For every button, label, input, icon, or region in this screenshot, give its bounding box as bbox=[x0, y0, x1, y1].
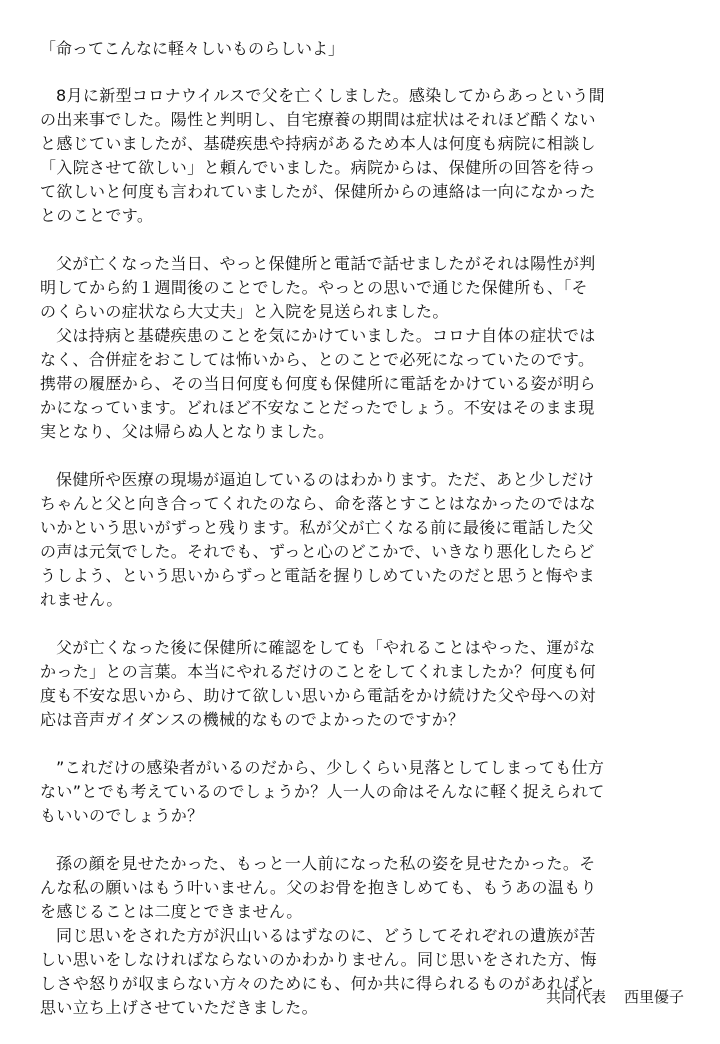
text-line: 孫の顔を見せたかった、もっと一人前になった私の姿を見せたかった。そ bbox=[56, 854, 596, 873]
text-line: しさや怒りが収まらない方々のためにも、何か共に得られるものがあればと bbox=[40, 974, 596, 993]
text-line: のくらいの症状なら大丈夫」と入院を見送られました。 bbox=[40, 302, 449, 321]
text-line: うしよう、という思いからずっと電話を握りしめていたのだと思うと悔やま bbox=[40, 566, 595, 585]
text-line: んな私の願いはもう叶いません。父のお骨を抱きしめても、もうあの温もり bbox=[40, 878, 597, 897]
text-line: しい思いをしなければならないのかわかりません。同じ思いをされた方、悔 bbox=[40, 950, 597, 969]
paragraph bbox=[40, 636, 688, 732]
text-line: の声は元気でした。それでも、ずっと心のどこかで、いきなり悪化したらど bbox=[40, 542, 595, 561]
text-line: なく、合併症をおこしては怖いから、とのことで必死になっていたのです。 bbox=[40, 350, 595, 369]
text-line: 応は音声ガイダンスの機械的なものでよかったのですか？ bbox=[40, 710, 465, 729]
document-body bbox=[40, 84, 688, 1044]
text-line: れません。 bbox=[40, 590, 123, 609]
text-line: 父が亡くなった当日、やっと保健所と電話で話せましたがそれは陽性が判 bbox=[56, 254, 596, 273]
text-line: もいいのでしょうか？ bbox=[40, 806, 204, 825]
document-title: 「命ってこんなに軽々しいものらしいよ」 bbox=[40, 39, 345, 58]
text-line: 実となり、父は帰らぬ人となりました。 bbox=[40, 422, 335, 441]
text-line: 父は持病と基礎疾患のことを気にかけていました。コロナ自体の症状では bbox=[56, 326, 596, 345]
text-line: 同じ思いをされた方が沢山いるはずなのに、どうしてそれぞれの遺族が苦 bbox=[56, 926, 596, 945]
text-line: 携帯の履歴から、その当日何度も何度も保健所に電話をかけている姿が明ら bbox=[40, 374, 596, 393]
text-line: 明してから約１週間後のことでした。やっとの思いで通じた保健所も、「そ bbox=[40, 278, 588, 297]
text-line: ”これだけの感染者がいるのだから、少しくらい見落としてしまっても仕方 bbox=[56, 758, 605, 777]
text-line: かになっています。どれほど不安なことだったでしょう。不安はそのまま現 bbox=[40, 398, 595, 417]
text-line: 思い立ち上げさせていただきました。 bbox=[40, 998, 318, 1017]
text-line: かった」との言葉。本当にやれるだけのことをしてくれましたか？何度も何 bbox=[40, 662, 596, 681]
text-line: の出来事でした。陽性と判明し、自宅療養の期間は症状はそれほど酷くない bbox=[40, 110, 596, 129]
signature-name: 西里優子 bbox=[623, 988, 684, 1006]
text-line: を感じることは二度とできません。 bbox=[40, 902, 303, 921]
paragraph bbox=[40, 84, 688, 228]
signature bbox=[546, 986, 684, 1008]
paragraph bbox=[40, 468, 688, 612]
text-line: て欲しいと何度も言われていましたが、保健所からの連絡は一向になかった bbox=[40, 182, 596, 201]
text-line: ちゃんと父と向き合ってくれたのなら、命を落とすことはなかったのではな bbox=[40, 494, 596, 513]
text-line: いかという思いがずっと残ります。私が父が亡くなる前に最後に電話した父 bbox=[40, 518, 594, 537]
text-line: 父が亡くなった後に保健所に確認をしても「やれることはやった、運がな bbox=[56, 638, 596, 657]
text-line: 度も不安な思いから、助けて欲しい思いから電話をかけ続けた父や母への対 bbox=[40, 686, 596, 705]
text-line: とのことです。 bbox=[40, 206, 154, 225]
text-line: 8月に新型コロナウイルスで父を亡くしました。感染してからあっという間 bbox=[56, 86, 605, 105]
signature-role: 共同代表 bbox=[545, 988, 606, 1006]
paragraph bbox=[40, 756, 688, 828]
paragraph-group bbox=[40, 252, 688, 444]
text-line: と感じていましたが、基礎疾患や持病があるため本人は何度も病院に相談し bbox=[40, 134, 596, 153]
text-line: ない”とでも考えているのでしょうか？人一人の命はそんなに軽く捉えられて bbox=[40, 782, 605, 801]
text-line: 「入院させて欲しい」と頼んでいました。病院からは、保健所の回答を待っ bbox=[40, 158, 596, 177]
text-line: 保健所や医療の現場が逼迫しているのはわかります。ただ、あと少しだけ bbox=[56, 470, 595, 489]
